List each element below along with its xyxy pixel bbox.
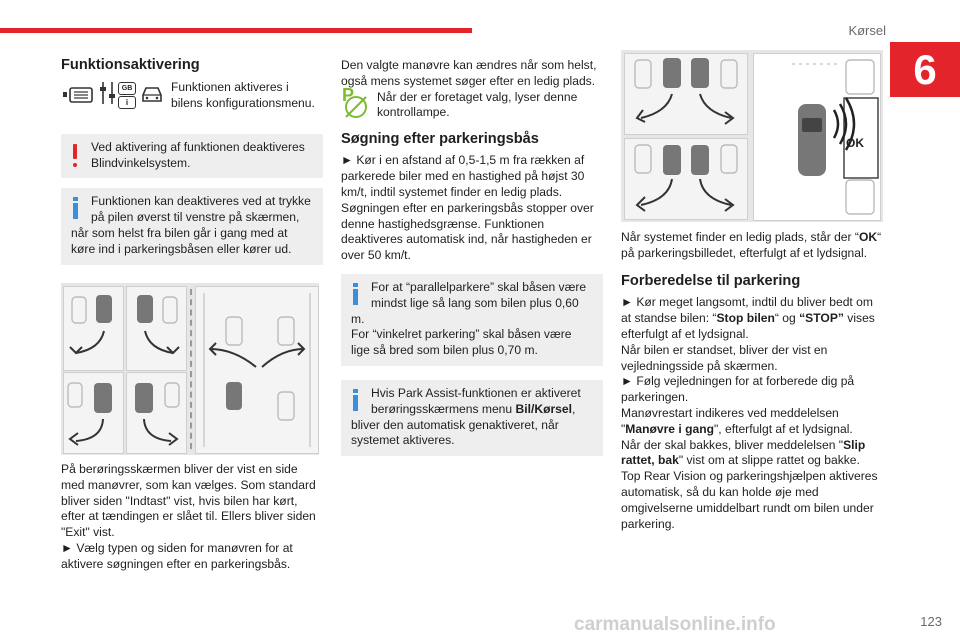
settings-sliders-icon [99,80,117,106]
change-maneuver-text: Den valgte manøvre kan ændres når som helst, også mens systemet søger efter en ledig plads. [341,58,597,88]
parking-space-figure [621,50,883,222]
warning-text: Ved aktivering af funktionen deaktiveres Blindvinkelsystem. [91,139,305,170]
warning-box [61,134,323,179]
activation-row [61,80,323,130]
maneuver-description: På berøringsskærmen bliver der vist en side med manøvrer, som kan vælges. Som standard bliver siden "Indtast" vist, hvis bilen har kørt, efter at tændingen er slået til. Ellers bliver siden "Exit" vist. [61,462,316,540]
column-1 [61,58,323,302]
dimensions-perpendicular: For “vinkelret parkering” skal båsen være lige så bred som bilen plus 0,70 m. [351,327,572,358]
prep-step-1 [621,295,883,342]
parking-lamp-letter: P [342,84,355,105]
space-found-text [621,230,883,262]
lamp-row [341,84,603,124]
info-text-rest: når som helst fra bilen går i gang med at køre ind i parkeringsbåsen eller kører ud. [71,225,292,256]
prep1-stop: Stop bilen [716,311,775,326]
prep1-stop-caps: “STOP” [799,311,844,326]
prep-step-5 [621,438,883,470]
prep1a: ► Kør meget langsomt, indtil du bliver bedt om at standse bilen: “ [621,295,873,326]
figure-cell [624,138,748,220]
figure-cell [624,53,748,135]
maneuver-cell [63,372,124,454]
search-text: ► Kør i en afstand af 0,5-1,5 m fra rækken af parkerede biler med en hastighed på højst 30 km/t, indtil systemet finder en ledig plads. Søgningen efter en parkeringsbås stopper over denne hastighedsgrænse. Funktionen deaktiveres automatisk ind, når hastigheden er over 50 km/t. [341,153,594,263]
maneuver-instruction: ► Vælg typen og siden for manøvren for at aktivere søgningen efter en parkeringsbås. [61,540,293,571]
activation-text: Funktionen aktiveres i bilens konfigurationsmenu. [171,79,315,110]
column-2 [341,58,603,456]
gb-badge-icon [118,82,136,95]
detected-space-cell [753,53,881,221]
info-badge-icon [118,96,136,109]
info-box-dimensions [341,274,603,366]
maneuver-cell [63,286,124,371]
maneuver-arrow-icon [64,287,122,369]
prep5-msg: Slip rattet, bak [621,437,866,468]
heading-preparation: Forberedelse til parkering [621,272,801,289]
reactivate-rest: bliver den automatisk genaktiveret, når systemet aktiveres. [351,417,559,448]
screen-icon [61,84,95,106]
maneuver-cell [126,372,187,454]
found-b: “ på parkeringsbilledet, efterfulgt af et lydsignal. [621,230,882,260]
info-box-reactivate [341,380,603,456]
reactivate-text: Hvis Park Assist-funktionen er aktiveret berøringsskærmens menu [371,385,581,416]
lamp-text: Når der er foretaget valg, lyser denne kontrollampe. [377,89,578,120]
i-label: i [125,97,129,107]
found-a: Når systemet finder en ledig plads, står der “ [621,230,859,244]
warning-icon [73,144,77,159]
heading-activation: Funktionsaktivering [61,57,200,73]
column-1-bottom [61,462,323,573]
ok-label: OK [846,136,864,150]
maneuver-arrow-icon [127,373,185,453]
maneuver-cell-parallel [195,286,319,454]
top-accent-bar [0,28,472,33]
prep-step-3: ► Følg vejledningen for at forberede dig på parkeringen. [621,374,855,405]
prep1c: “ og [774,311,800,326]
maneuver-arrow-icon [625,139,747,219]
info-box-deactivate [61,188,323,264]
prep1d: vises efterfulgt af et lydsignal. [621,311,875,341]
info-icon [73,197,78,219]
dimensions-first: For at “parallelparkere” skal båsen være mindst lige så lang som bilen plus 0,60 [371,279,587,310]
comma: , [571,401,576,416]
maneuver-arrow-icon [127,287,185,369]
maneuver-cell [126,286,187,371]
reactivate-first [351,386,593,418]
gb-label: GB [121,84,133,92]
info-text-first: Funktionen kan deaktiveres ved at trykke på pilen øverst til venstre på skærmen, [91,194,311,225]
watermark: carmanualsonline.info [574,614,776,635]
car-icon [140,84,164,104]
prep-step-4 [621,406,883,438]
heading-search: Søgning efter parkeringsbås [341,130,539,147]
page-number: 123 [920,614,942,629]
maneuver-arrow-icon [64,373,122,453]
maneuver-type-figure [61,283,319,455]
column-3 [621,230,883,532]
chapter-number: 6 [890,42,960,97]
prep-step-6: Top Rear Vision og parkeringshjælpen aktiveres automatisk, så du kan holde øje med omgivelserne umiddelbart rundt om bilen under parkering. [621,469,878,531]
figure-divider [190,289,192,449]
prep5c: " vist om at slippe rattet og bakke. [678,453,860,468]
prep-step-2: Når bilen er standset, bliver der vist en vejledningsside på skærmen. [621,342,828,373]
prep5a: Når der skal bakkes, bliver meddelelsen " [621,437,844,452]
info-icon [353,283,358,305]
prep4-msg: Manøvre i gang [625,421,714,436]
prep4a: Manøvrestart indikeres ved meddelelsen " [621,405,839,436]
prep4c: ", efterfulgt af et lydsignal. [714,421,853,436]
info-icon [353,389,358,411]
found-ok: OK [858,230,878,244]
parallel-parking-icon [196,287,318,453]
menu-name: Bil/Kørsel [515,401,572,416]
section-title: Kørsel [848,23,886,38]
maneuver-arrow-icon [625,54,747,134]
dimensions-m: m. [351,311,365,326]
